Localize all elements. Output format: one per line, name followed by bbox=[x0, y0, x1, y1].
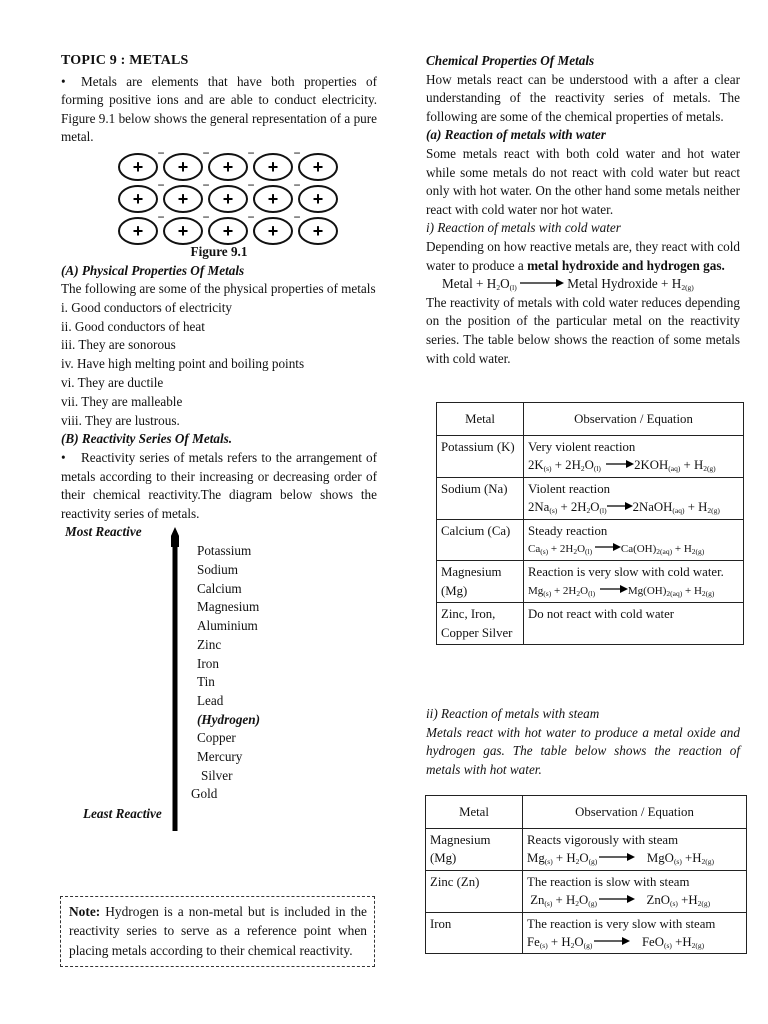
table-header-row bbox=[426, 796, 747, 829]
steam-table bbox=[425, 795, 747, 954]
table-cell: Magnesium (Mg) bbox=[426, 829, 523, 871]
intro-paragraph: • Metals are elements that have both properties of forming positive ions and are able to conduct electricity. Figure 9.1 below shows the general representation of a pure metal. bbox=[61, 73, 377, 145]
arrow-icon bbox=[607, 501, 633, 511]
metal-item: Potassium bbox=[197, 543, 252, 559]
table-cell: Sodium (Na) bbox=[437, 477, 524, 519]
zn-steam-equation: $Zn_{(s)} + H_2O_{(g)}$ $ZnO_{(s)} +H_{2(g)}$ bbox=[527, 893, 711, 909]
list-item: iv. Have high melting point and boiling points bbox=[61, 356, 305, 372]
arrow-icon bbox=[597, 852, 637, 862]
ion-charge-label: + bbox=[267, 156, 279, 177]
cold-water-table bbox=[436, 402, 744, 645]
table-cell: Potassium (K) bbox=[437, 436, 524, 478]
calcium-equation: $Ca_{(s)} + 2H_2O_{(l)}$ $Ca(OH)_{2(aq)} + H_{2(g)}$ bbox=[528, 543, 705, 557]
table-cell: Iron bbox=[426, 912, 523, 954]
electron: − bbox=[157, 177, 165, 192]
steam-section bbox=[426, 705, 740, 779]
fe-steam-equation: $Fe_{(s)} + H_2O_{(g)}$ $FeO_{(s)} +H_{2(g)}$ bbox=[527, 935, 705, 951]
reactivity-series-diagram bbox=[61, 524, 377, 827]
arrow-icon bbox=[604, 459, 634, 469]
ion-charge-label: + bbox=[312, 156, 324, 177]
table-cell: The reaction is slow with steam $Zn_{(s)} + H_2O_{(g)}$ $ZnO_{(s)} +H_{2(g)}$ bbox=[523, 870, 747, 912]
table-row bbox=[437, 519, 744, 561]
table-cell: Calcium (Ca) bbox=[437, 519, 524, 561]
metal-item: Sodium bbox=[197, 562, 239, 577]
table-cell: Zinc (Zn) bbox=[426, 870, 523, 912]
note-label: Note: bbox=[69, 904, 101, 919]
steam-text: Metals react with hot water to produce a metal oxide and hydrogen gas. The table below shows the reaction of metals with hot water. bbox=[426, 724, 740, 777]
arrow-icon bbox=[595, 542, 621, 552]
metal-item: Lead bbox=[197, 692, 224, 708]
ion-charge-label: + bbox=[222, 156, 234, 177]
metal-item: Silver bbox=[201, 767, 233, 783]
electron: − bbox=[202, 148, 210, 160]
electron: − bbox=[157, 148, 165, 160]
table-row bbox=[437, 436, 744, 478]
metal-lattice-diagram bbox=[61, 149, 377, 245]
table-header: Metal bbox=[437, 403, 524, 436]
up-arrow-icon bbox=[171, 527, 179, 831]
electron: − bbox=[293, 177, 301, 192]
metal-item: Iron bbox=[197, 655, 219, 671]
water-reaction-text: Some metals react with both cold water and hot water while some metals do not react with cold water but react only with hot water. On the other hand some metals neither react with cold water nor hot water. bbox=[426, 145, 740, 217]
water-reaction-heading: (a) Reaction of metals with water bbox=[426, 127, 606, 143]
electron: − bbox=[247, 209, 255, 224]
table-header: Observation / Equation bbox=[524, 403, 744, 436]
table-cell: Very violent reaction $2K_{(s)} + 2H_2O_{(l)}$ $2KOH_{(aq)} + H_{2(g)}$ bbox=[524, 436, 744, 478]
table-row bbox=[426, 829, 747, 871]
table-cell: Do not react with cold water bbox=[524, 603, 744, 645]
table-header: Metal bbox=[426, 796, 523, 829]
table-row bbox=[437, 477, 744, 519]
steam-heading: ii) Reaction of metals with steam bbox=[426, 706, 600, 721]
reactivity-series-heading: (B) Reactivity Series Of Metals. bbox=[61, 431, 233, 447]
left-column bbox=[61, 52, 377, 827]
right-column bbox=[426, 52, 740, 368]
metal-item: Mercury bbox=[197, 749, 243, 765]
table-cell: The reaction is very slow with steam $Fe_{(s)} + H_2O_{(g)}$ $FeO_{(s)} +H_{2(g)}$ bbox=[523, 912, 747, 954]
table-row bbox=[437, 603, 744, 645]
table-header-row bbox=[437, 403, 744, 436]
arrow-icon bbox=[597, 894, 637, 904]
ion-charge-label: + bbox=[267, 220, 279, 241]
general-equation: Metal + $H_2O_{(l)}$ Metal Hydroxide + $H_{2(g)}$ bbox=[442, 276, 694, 293]
metal-item: Gold bbox=[191, 786, 218, 802]
metal-item: Calcium bbox=[197, 580, 242, 596]
ion-charge-label: + bbox=[267, 188, 279, 209]
physical-properties-intro: The following are some of the physical properties of metals bbox=[61, 281, 376, 297]
least-reactive-label: Least Reactive bbox=[83, 806, 162, 822]
ion-charge-label: + bbox=[312, 188, 324, 209]
electron: − bbox=[293, 209, 301, 224]
ion-charge-label: + bbox=[177, 188, 189, 209]
metal-item: Magnesium bbox=[197, 599, 260, 615]
mg-steam-equation: $Mg_{(s)} + H_2O_{(g)}$ $MgO_{(s)} +H_{2(g)}$ bbox=[527, 851, 715, 867]
metal-item: Zinc bbox=[197, 636, 222, 652]
cold-water-heading: i) Reaction of metals with cold water bbox=[426, 220, 621, 236]
table-row bbox=[437, 561, 744, 603]
ion-charge-label: + bbox=[312, 220, 324, 241]
table-header: Observation / Equation bbox=[523, 796, 747, 829]
physical-properties-list bbox=[61, 299, 377, 431]
arrow-icon bbox=[592, 936, 632, 946]
cold-water-text: Depending on how reactive metals are, they react with cold water to produce a metal hydroxide and hydrogen gas. bbox=[426, 238, 740, 273]
ion-charge-label: + bbox=[132, 188, 144, 209]
chemical-properties-heading: Chemical Properties Of Metals bbox=[426, 53, 595, 68]
physical-properties-heading: (A) Physical Properties Of Metals bbox=[61, 262, 245, 278]
ion-charge-label: + bbox=[132, 156, 144, 177]
metals-list bbox=[191, 542, 260, 804]
ion-charge-label: + bbox=[222, 188, 234, 209]
table-cell: Steady reaction $Ca_{(s)} + 2H_2O_{(l)}$ $Ca(OH)_{2(aq)} + H_{2(g)}$ bbox=[524, 519, 744, 561]
metal-item: Aluminium bbox=[197, 618, 258, 634]
electron: − bbox=[202, 209, 210, 224]
ion-charge-label: + bbox=[222, 220, 234, 241]
potassium-equation: $2K_{(s)} + 2H_2O_{(l)}$ $2KOH_{(aq)} + H_{2(g)}$ bbox=[528, 458, 716, 474]
table-cell: Zinc, Iron, Copper Silver bbox=[437, 603, 524, 645]
table-cell: Reacts vigorously with steam $Mg_{(s)} + H_2O_{(g)}$ $MgO_{(s)} +H_{2(g)}$ bbox=[523, 829, 747, 871]
table-cell: Violent reaction $2Na_{(s)} + 2H_2O_{(l)}$ 2NaOH$_{(aq)}$ + $H_{2(g)}$ bbox=[524, 477, 744, 519]
figure-caption: Figure 9.1 bbox=[190, 243, 248, 259]
arrow-icon bbox=[520, 278, 564, 288]
note-box bbox=[60, 896, 375, 967]
list-item: iii. They are sonorous bbox=[61, 337, 176, 353]
electron: − bbox=[247, 177, 255, 192]
table-cell: Magnesium (Mg) bbox=[437, 561, 524, 603]
list-item: vi. They are ductile bbox=[61, 374, 164, 390]
metal-lattice-figure bbox=[61, 149, 377, 245]
electron: − bbox=[247, 148, 255, 160]
chemical-intro: How metals react can be understood with a after a clear understanding of the reactivity series of metals. The following are some of the chemical properties of metals. bbox=[426, 71, 740, 124]
cold-water-text-2: The reactivity of metals with cold water reduces depending on the position of the particular metal on the reactivity series. The table below shows the reaction of some metals with cold water. bbox=[426, 294, 740, 366]
ion-charge-label: + bbox=[132, 220, 144, 241]
note-text: Hydrogen is a non-metal but is included in the reactivity series to serve as a reference point when placing metals according to their chemical reactivity. bbox=[69, 904, 367, 958]
list-item: i. Good conductors of electricity bbox=[61, 299, 233, 315]
sodium-equation: $2Na_{(s)} + 2H_2O_{(l)}$ 2NaOH$_{(aq)}$ + $H_{2(g)}$ bbox=[528, 500, 720, 516]
metal-item-hydrogen: (Hydrogen) bbox=[197, 711, 260, 727]
metal-item: Copper bbox=[197, 730, 236, 746]
ion-charge-label: + bbox=[177, 156, 189, 177]
reactivity-series-text: • Reactivity series of metals refers to the arrangement of metals according to their increasing or decreasing order of their chemical reactivity.The diagram below shows the reactivity series of metals. bbox=[61, 449, 377, 521]
metal-item: Tin bbox=[197, 674, 215, 690]
bullet-icon: • bbox=[61, 449, 66, 465]
list-item: ii. Good conductors of heat bbox=[61, 318, 205, 334]
ion-charge-label: + bbox=[177, 220, 189, 241]
table-cell: Reaction is very slow with cold water. $Mg_{(s)} + 2H_2O_{(l)}$ $Mg(OH)_{2(aq)} + H_{2(g)}$ bbox=[524, 561, 744, 603]
page-title: TOPIC 9 : METALS bbox=[61, 53, 189, 68]
list-item: viii. They are lustrous. bbox=[61, 412, 180, 428]
most-reactive-label: Most Reactive bbox=[65, 524, 142, 540]
list-item: vii. They are malleable bbox=[61, 393, 183, 409]
table-row bbox=[426, 870, 747, 912]
electron: − bbox=[202, 177, 210, 192]
electron: − bbox=[157, 209, 165, 224]
electron: − bbox=[293, 148, 301, 160]
arrow-icon bbox=[598, 584, 628, 594]
bullet-icon: • bbox=[61, 73, 66, 89]
table-row bbox=[426, 912, 747, 954]
magnesium-equation: $Mg_{(s)} + 2H_2O_{(l)}$ $Mg(OH)_{2(aq)} + H_{2(g)}$ bbox=[528, 584, 715, 598]
